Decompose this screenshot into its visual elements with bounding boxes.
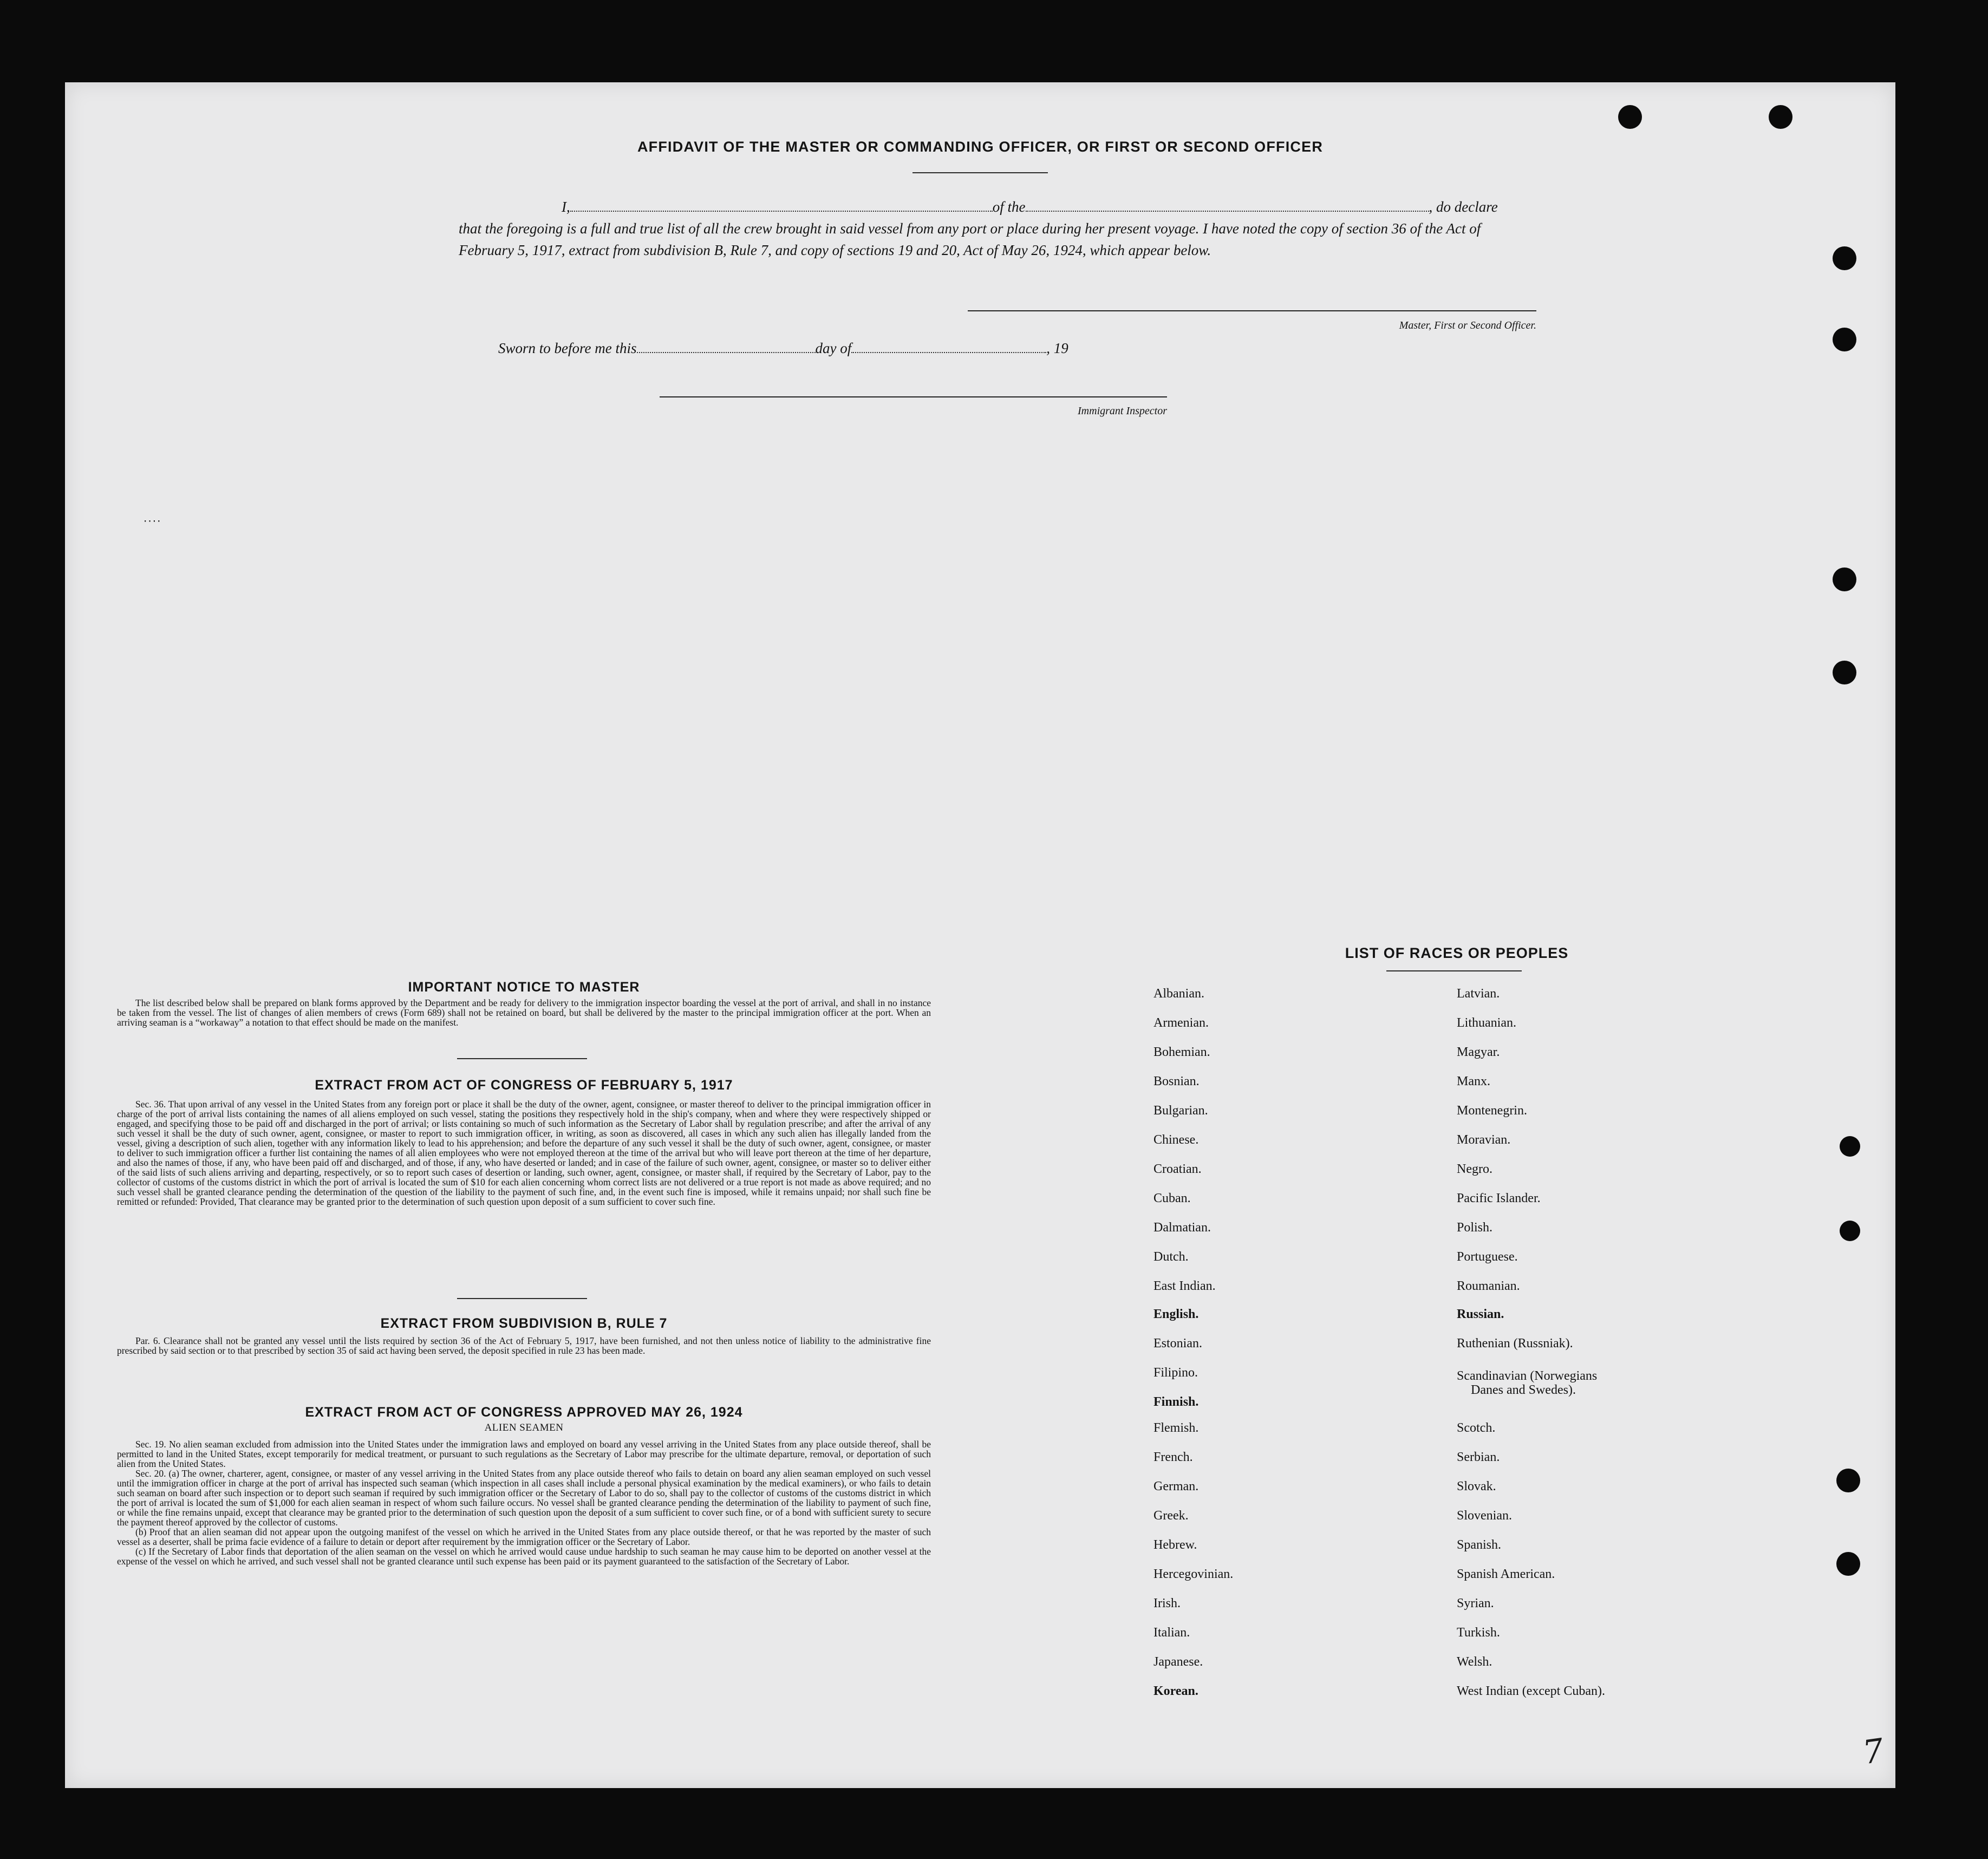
race-item: Latvian. [1457,987,1500,1001]
sworn-month-blank[interactable] [851,341,1046,353]
race-item: Flemish. [1153,1421,1199,1435]
rule-7-paragraph: Par. 6. Clearance shall not be granted any vessel until the lists required by section 36 of the Act of February 5, 1917, have been furnished, and not then unless notice of liability to the administrative fine prescribed by said section or to that prescribed by section 35 of said act having been served, the deposit specified in rule 23 has been made. [117,1335,931,1356]
race-item: German. [1153,1479,1199,1493]
race-item: Estonian. [1153,1336,1202,1351]
sworn-date-blank[interactable] [637,341,816,353]
section-20b-paragraph: (b) Proof that an alien seaman did not appear upon the outgoing manifest of the vessel on which he arrived in the United States from any place outside thereof, or that he was reported by the master of such vessel as a deserter, shall be prima facie evidence of a failure to detain or deport after requirement by the immigration officer or the Secretary of Labor. [117,1527,931,1547]
binder-hole [1833,328,1856,351]
race-item: Spanish American. [1457,1567,1555,1581]
section-19-paragraph: Sec. 19. No alien seaman excluded from admission into the United States under the immigration laws and employed on board any vessel arriving in the United States from any place outside thereof, shall be permitted to land in the United States, except temporarily for medical treatment, or pursuant to such regulations as the Secretary of Labor may prescribe for the ultimate departure, removal, or deportation of such alien from the United States. [117,1439,931,1469]
race-item: Negro. [1457,1162,1492,1176]
race-item: Japanese. [1153,1655,1203,1669]
race-item: Filipino. [1153,1366,1198,1380]
section-20a-paragraph: Sec. 20. (a) The owner, charterer, agent, consignee, or master of any vessel arriving in the United States from any place outside thereof who fails to detain on board any alien seaman employed on such vessel until the immigration officer in charge at the port of arrival has inspected such seaman (which inspection in all cases shall include a personal physical examination by the medical examiners), or who fails to detain such seaman on board after such inspection or to deport such seaman if required by such immigration officer or the Secretary of Labor to do so, shall pay to the collector of customs of the customs district in which the port of arrival is located the sum of $1,000 for each alien seaman in respect of whom such failure occurs. No vessel shall be granted clearance pending the determination of the liability to payment of such fine, or while the fine remains unpaid, except that clearance may be granted prior to the determination of such question upon the deposit of a sum sufficient to cover such fine, or of a bond with sufficient surety to secure the payment thereof approved by the collector of customs. [117,1468,931,1528]
race-item: Bohemian. [1153,1045,1210,1059]
vessel-blank[interactable] [1026,200,1429,212]
extract-1917-text [117,1099,931,1206]
race-item: Syrian. [1457,1596,1494,1610]
decl-i-label: I, [562,199,570,215]
binder-hole [1833,246,1856,270]
race-item: Scotch. [1457,1421,1496,1435]
race-item: Italian. [1153,1626,1190,1640]
race-item: Finnish. [1153,1395,1199,1409]
name-blank[interactable] [570,200,993,212]
race-item: Irish. [1153,1596,1181,1610]
race-item: Albanian. [1153,987,1204,1001]
divider [1386,970,1522,971]
race-item: Croatian. [1153,1162,1202,1176]
inspector-label: Immigrant Inspector [1078,405,1167,417]
divider [457,1058,587,1059]
race-item: Armenian. [1153,1016,1209,1030]
document-page [65,82,1895,1788]
master-signature-line[interactable] [968,310,1536,311]
binder-hole [1840,1221,1860,1241]
race-item: Montenegrin. [1457,1104,1527,1118]
race-item: Scandinavian (Norwegians [1457,1369,1598,1383]
races-title: LIST OF RACES OR PEOPLES [1345,945,1569,961]
race-item: Roumanian. [1457,1279,1520,1293]
race-item: Greek. [1153,1509,1189,1523]
race-item: Russian. [1457,1307,1504,1321]
decl-of-the-label: of the [992,199,1026,215]
race-item: Welsh. [1457,1655,1492,1669]
race-item: French. [1153,1450,1193,1464]
race-item: Slovak. [1457,1479,1496,1493]
race-item: Pacific Islander. [1457,1191,1541,1205]
race-item: Portuguese. [1457,1250,1518,1264]
extract-1924-text [117,1439,931,1566]
race-item: Magyar. [1457,1045,1500,1059]
extract-1924-title: EXTRACT FROM ACT OF CONGRESS APPROVED MAY 26, 1924 [305,1405,743,1420]
race-item: Korean. [1153,1684,1198,1698]
race-item: Dutch. [1153,1250,1189,1264]
divider [457,1298,587,1299]
race-item: Dalmatian. [1153,1221,1211,1235]
race-item: English. [1153,1307,1199,1321]
race-item: Bulgarian. [1153,1104,1208,1118]
page-number-handwritten: 7 [1860,1731,1886,1772]
race-item: East Indian. [1153,1279,1216,1293]
rule-7-title: EXTRACT FROM SUBDIVISION B, RULE 7 [380,1316,668,1331]
binder-hole [1836,1469,1860,1492]
binder-hole [1833,568,1856,591]
race-item: Slovenian. [1457,1509,1512,1523]
race-item: Bosnian. [1153,1074,1200,1088]
race-item: Moravian. [1457,1133,1511,1147]
section-36-paragraph: Sec. 36. That upon arrival of any vessel in the United States from any foreign port or place it shall be the duty of the owner, agent, consignee, or master thereof to deliver to the principal immigration officer in charge of the port of arrival lists containing the names of all aliens employed on such vessel, stating the positions they respectively hold in the ship's company, when and where they were respectively shipped or engaged, and specifying those to be paid off and discharged in the port of arrival; or lists containing so much of such information as the Secretary of Labor shall by regulation prescribe; and after the arrival of any such vessel it shall be the duty of such owner, agent, consignee, or master to report to such immigration officer, in writing, as soon as discovered, all cases in which any such alien has illegally landed from the vessel, giving a description of such alien, together with any information likely to lead to his apprehension; and before the departure of any such vessel it shall be the duty of such owner, agent, consignee, or master to deliver to such immigration officer a further list containing the names of all alien employees who were not employed thereon at the time of the arrival but who will leave port thereon at the time of her departure, and also the names of those, if any, who have been paid off and discharged, and of those, if any, who have deserted or landed; and in case of the failure of such owner, agent, consignee, or master so to deliver either of the said lists of such aliens arriving and departing, respectively, or so to report such cases of desertion or landing, such owner, agent, consignee, or master shall, if required by the Secretary of Labor, pay to the collector of customs of the customs district in which the port of arrival is located the sum of $10 for each alien concerning whom correct lists are not delivered or a true report is not made as above required; and no such vessel shall be granted clearance pending the determination of the question of the liability to the payment of such fine, and, in the event such fine is imposed, while it remains unpaid; nor shall such fine be remitted or refunded: Provided, That clearance may be granted prior to the determination of such question upon deposit of a sum sufficient to cover such fine. [117,1099,931,1207]
sworn-year-label: , 19 [1046,340,1068,356]
binder-hole [1769,105,1793,129]
race-item: Cuban. [1153,1191,1191,1205]
race-item: Lithuanian. [1457,1016,1516,1030]
affidavit-title: AFFIDAVIT OF THE MASTER OR COMMANDING OFFICER, OR FIRST OR SECOND OFFICER [637,139,1324,155]
race-item: Hercegovinian. [1153,1567,1234,1581]
race-item: Serbian. [1457,1450,1500,1464]
sworn-line [498,340,1068,357]
notice-text [117,998,931,1027]
rule-7-text [117,1336,931,1355]
section-20c-paragraph: (c) If the Secretary of Labor finds that deportation of the alien seaman on the vessel on which he arrived would cause undue hardship to such seaman he may cause him to be deported on another vessel at the expense of the vessel on which he arrived, and such vessel shall not be granted clearance until such expense has been paid or its payment guaranteed to the satisfaction of the Secretary of Labor. [117,1546,931,1567]
race-item: Ruthenian (Russniak). [1457,1336,1573,1351]
race-item: Chinese. [1153,1133,1199,1147]
race-item: West Indian (except Cuban). [1457,1684,1605,1698]
race-item: Hebrew. [1153,1538,1197,1552]
binder-hole [1618,105,1642,129]
binder-hole [1833,661,1856,684]
sworn-day-label: day of [815,340,852,356]
race-item: Spanish. [1457,1538,1502,1552]
binder-hole [1840,1136,1860,1157]
race-item: Turkish. [1457,1626,1500,1640]
inspector-signature-line[interactable] [660,396,1167,397]
notice-title: IMPORTANT NOTICE TO MASTER [408,980,640,995]
sworn-prefix: Sworn to before me this [498,340,637,356]
decl-do-declare-label: , do declare [1429,199,1498,215]
race-item: Polish. [1457,1221,1493,1235]
master-signature-label: Master, First or Second Officer. [1399,319,1536,331]
race-item: Danes and Swedes). [1471,1383,1576,1397]
extract-1917-title: EXTRACT FROM ACT OF CONGRESS OF FEBRUARY 5, 1917 [315,1078,733,1093]
race-item: Manx. [1457,1074,1490,1088]
binder-hole [1836,1552,1860,1576]
stray-ink-mark: ⋅⋅⋅⋅ [144,516,162,527]
affidavit-statement: that the foregoing is a full and true list of all the crew brought in said vessel from any port or place during her present voyage. I have noted the copy of section 36 of the Act of February 5, 1917, extract from subdivision B, Rule 7, and copy of sections 19 and 20, Act of May 26, 1924, which appear below. [459,220,1481,258]
divider [912,172,1048,173]
notice-paragraph: The list described below shall be prepared on blank forms approved by the Department and be ready for delivery to the immigration inspector boarding the vessel at the port of arrival, and shall in no instance be taken from the vessel. The list of changes of alien members of crews (Form 689) shall not be retained on board, but shall be delivered by the master to the principal immigration officer at the port. When an arriving seaman is a “workaway” a notation to that effect should be made on the manifest. [117,997,931,1028]
alien-seamen-subtitle: ALIEN SEAMEN [484,1422,564,1433]
affidavit-body [459,196,1536,261]
